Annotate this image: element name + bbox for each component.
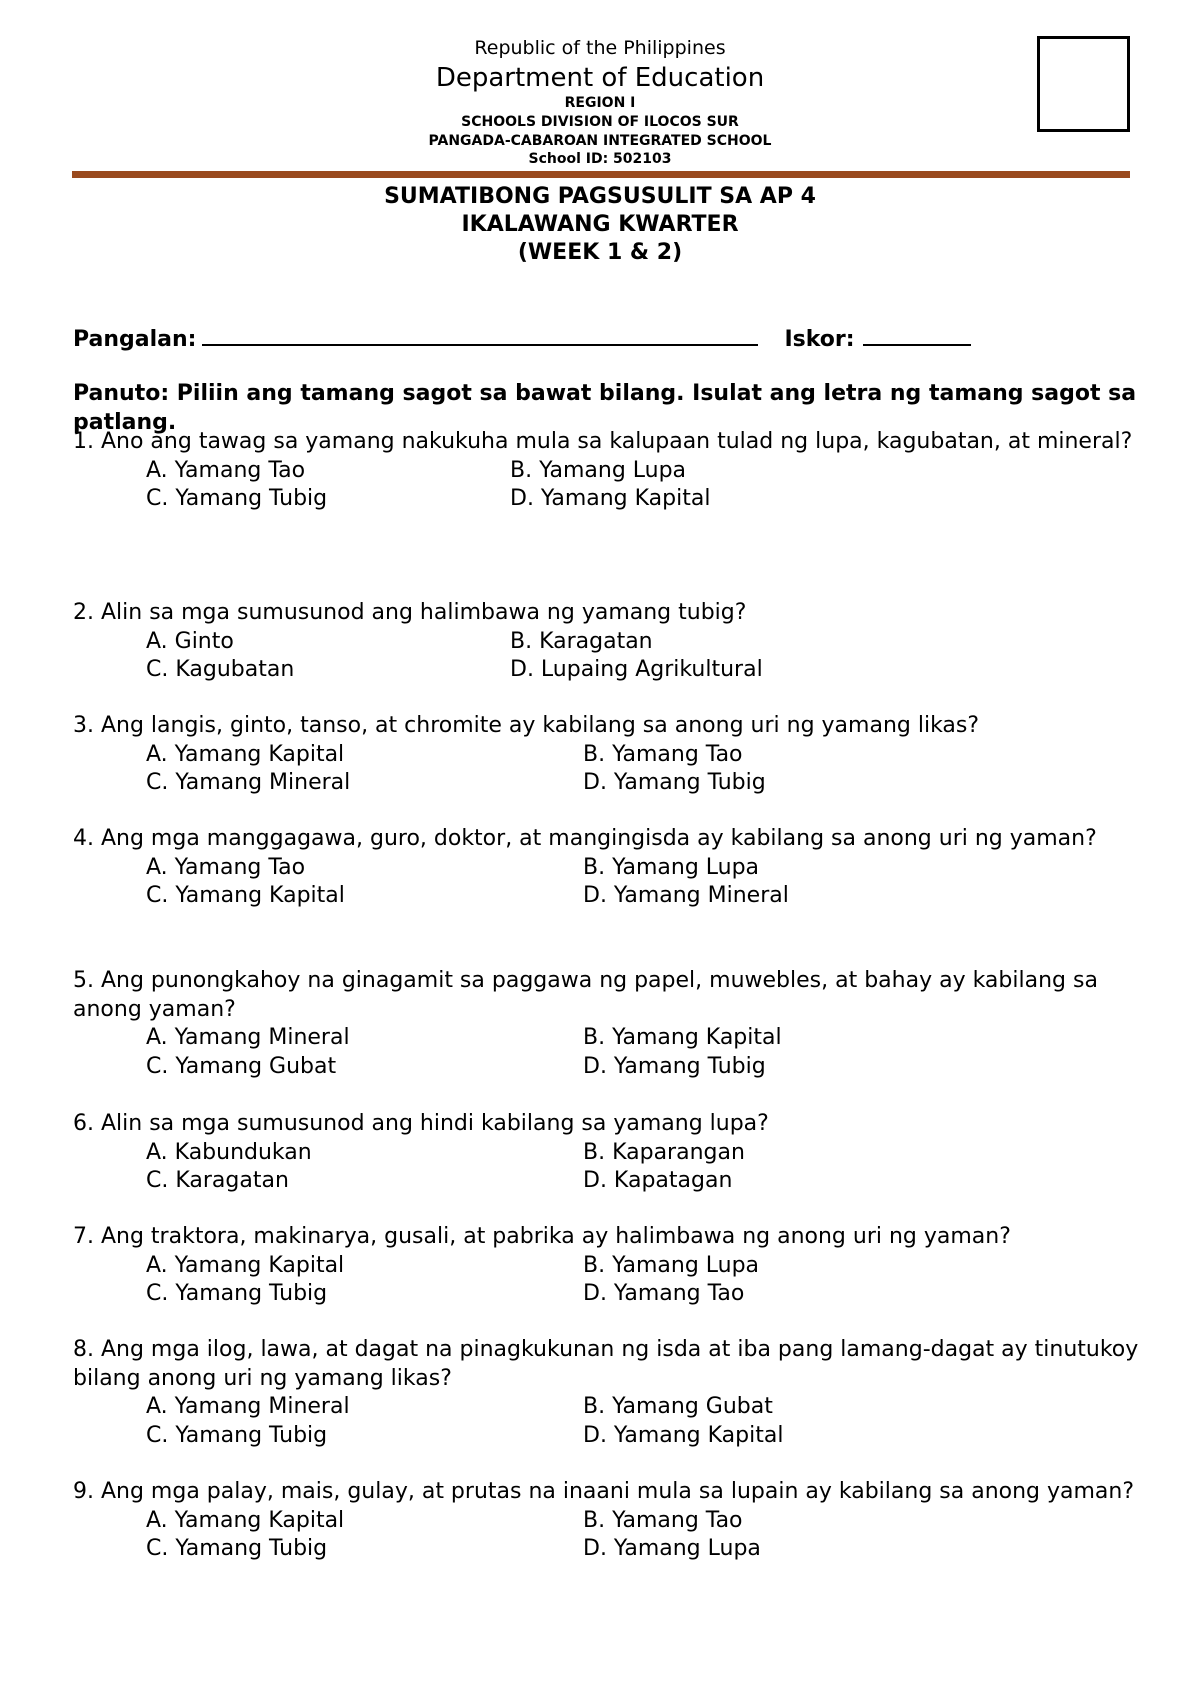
choices [73, 1139, 1143, 1196]
choice-a: A. Yamang Kapital [146, 1507, 345, 1533]
question-7 [73, 1223, 1143, 1309]
choice-c: C. Yamang Tubig [146, 1281, 328, 1306]
choice-a: A. Yamang Kapital [146, 1252, 345, 1278]
choice-a: A. Yamang Mineral [146, 1025, 350, 1050]
question-text: 2. Alin sa mga sumusunod ang halimbawa ng yamang tubig? [73, 600, 747, 625]
logo-placeholder-box [1037, 36, 1130, 132]
choices [73, 854, 1143, 911]
choices [73, 1393, 1143, 1450]
question-text: 3. Ang langis, ginto, tanso, at chromite ay kabilang sa anong uri ng yamang likas? [73, 713, 980, 738]
choice-c: C. Yamang Gubat [146, 1053, 337, 1079]
exam-quarter: IKALAWANG KWARTER [461, 212, 739, 237]
republic-label: Republic of the Philippines [474, 37, 726, 59]
choice-d: D. Yamang Mineral [583, 883, 789, 908]
choice-b: B. Yamang Lupa [510, 457, 687, 483]
department-label: Department of Education [435, 63, 765, 93]
choice-d: D. Yamang Lupa [583, 1536, 761, 1561]
directions: Panuto: Piliin ang tamang sagot sa bawat bilang. Isulat ang letra ng tamang sagot sa patlang. [73, 381, 1137, 435]
student-info-row [73, 322, 971, 354]
choice-c: C. Yamang Tubig [146, 486, 328, 511]
choice-d: D. Yamang Tao [583, 1281, 745, 1306]
choice-c: C. Karagatan [146, 1168, 289, 1193]
question-5 [73, 967, 1143, 1081]
choice-d: D. Yamang Kapital [583, 1422, 784, 1448]
exam-title: SUMATIBONG PAGSUSULIT SA AP 4 [384, 184, 816, 209]
question-3 [73, 712, 1143, 798]
score-blank[interactable] [863, 322, 971, 346]
choices [73, 1024, 1143, 1081]
choice-c: C. Yamang Mineral [146, 770, 351, 795]
choice-a: A. Yamang Tao [146, 854, 306, 880]
name-label: Pangalan: [73, 327, 197, 352]
choices [73, 1252, 1143, 1309]
choice-b: B. Yamang Lupa [583, 1252, 760, 1278]
choice-d: D. Kapatagan [583, 1168, 733, 1193]
choice-a: A. Kabundukan [146, 1139, 312, 1165]
choices [73, 457, 1143, 514]
question-8 [73, 1336, 1143, 1450]
question-text: 1. Ano ang tawag sa yamang nakukuha mula sa kalupaan tulad ng lupa, kagubatan, at mineral? [73, 429, 1133, 454]
choice-b: B. Kaparangan [583, 1139, 745, 1165]
choice-b: B. Yamang Lupa [583, 854, 760, 880]
school-id-label: School ID: 502103 [528, 151, 672, 167]
name-blank[interactable] [202, 322, 758, 346]
score-label: Iskor: [784, 327, 855, 352]
choice-d: D. Yamang Kapital [510, 486, 711, 511]
question-9 [73, 1478, 1143, 1564]
question-text: 4. Ang mga manggagawa, guro, doktor, at mangingisda ay kabilang sa anong uri ng yaman? [73, 826, 1097, 851]
choices [73, 741, 1143, 798]
choice-a: A. Yamang Kapital [146, 741, 345, 767]
region-label: REGION I [564, 95, 636, 111]
question-text: 5. Ang punongkahoy na ginagamit sa paggawa ng papel, muwebles, at bahay ay kabilang sa anong yaman? [73, 968, 1098, 1022]
choice-c: C. Yamang Tubig [146, 1422, 328, 1448]
choice-a: A. Ginto [146, 628, 234, 654]
choice-b: B. Yamang Tao [583, 1507, 743, 1533]
choice-d: D. Yamang Tubig [583, 1053, 766, 1079]
choice-d: D. Yamang Tubig [583, 770, 766, 795]
question-4 [73, 825, 1143, 911]
question-text: 6. Alin sa mga sumusunod ang hindi kabilang sa yamang lupa? [73, 1111, 769, 1136]
choice-b: B. Yamang Kapital [583, 1025, 782, 1050]
choices [73, 1507, 1143, 1564]
school-label: PANGADA-CABAROAN INTEGRATED SCHOOL [428, 133, 772, 149]
question-text: 7. Ang traktora, makinarya, gusali, at pabrika ay halimbawa ng anong uri ng yaman? [73, 1224, 1011, 1249]
question-6 [73, 1110, 1143, 1196]
choices [73, 628, 1143, 685]
choice-a: A. Yamang Tao [146, 457, 306, 483]
question-text: 8. Ang mga ilog, lawa, at dagat na pinagkukunan ng isda at iba pang lamang-dagat ay tinutukoy bilang anong uri ng yamang likas? [73, 1337, 1139, 1391]
choice-b: B. Karagatan [510, 628, 653, 654]
choice-a: A. Yamang Mineral [146, 1394, 350, 1419]
question-text: 9. Ang mga palay, mais, gulay, at prutas na inaani mula sa lupain ay kabilang sa anong yaman? [73, 1479, 1135, 1504]
exam-weeks: (WEEK 1 & 2) [517, 240, 683, 265]
choice-c: C. Yamang Tubig [146, 1536, 328, 1561]
choice-d: D. Lupaing Agrikultural [510, 657, 763, 682]
choice-c: C. Yamang Kapital [146, 883, 345, 908]
choice-b: B. Yamang Gubat [583, 1394, 773, 1419]
question-2 [73, 599, 1143, 685]
choice-b: B. Yamang Tao [583, 741, 743, 767]
division-label: SCHOOLS DIVISION OF ILOCOS SUR [461, 114, 739, 130]
question-1 [73, 428, 1143, 514]
header-divider [72, 171, 1130, 178]
choice-c: C. Kagubatan [146, 657, 295, 682]
